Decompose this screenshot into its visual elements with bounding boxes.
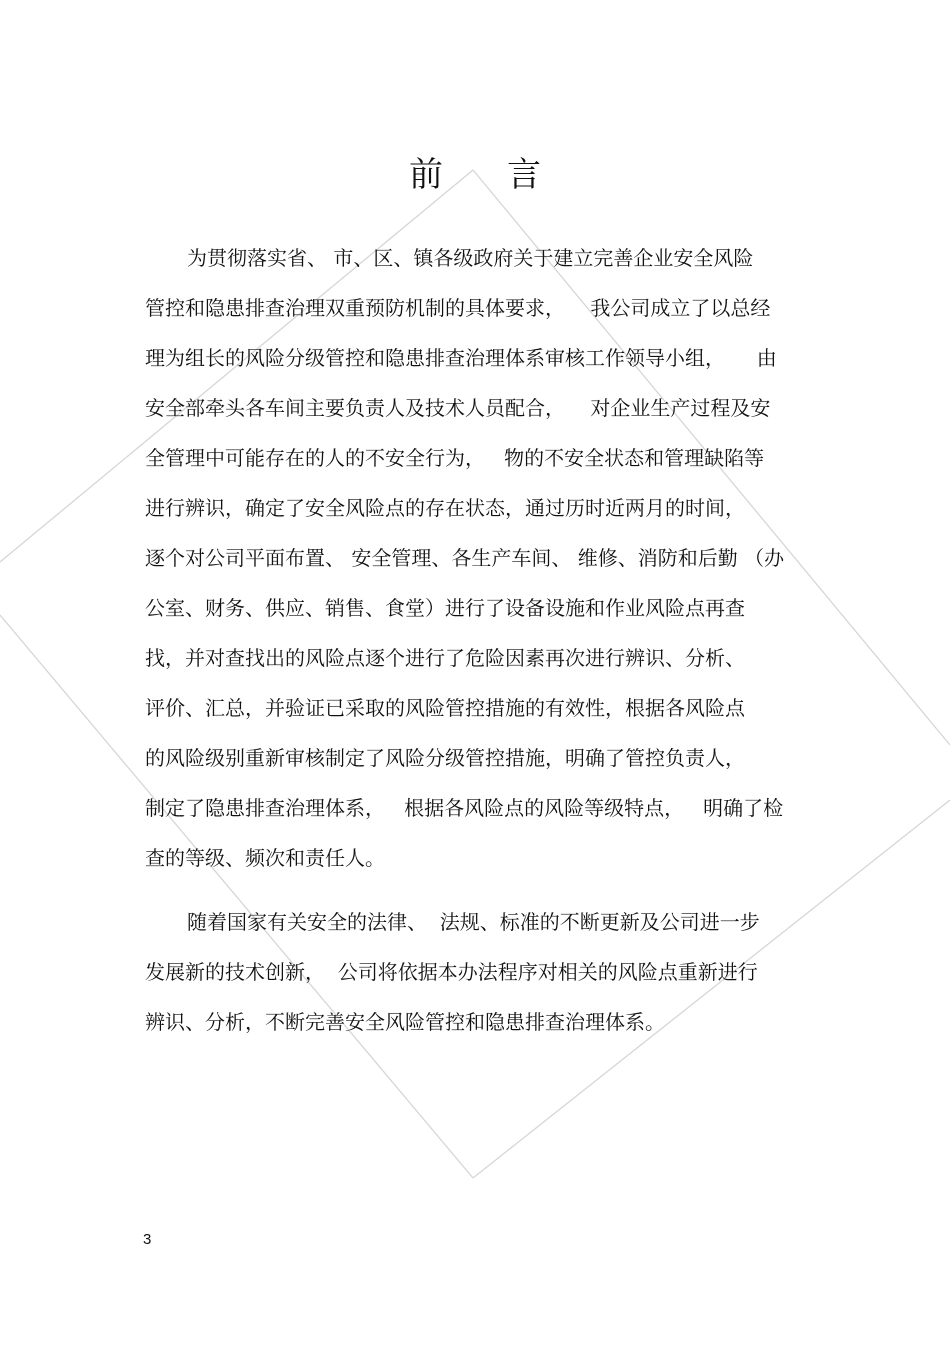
paragraph-1-line-13: 查的等级、频次和责任人。 xyxy=(145,846,385,870)
paragraph-1-line-3: 理为组长的风险分级管控和隐患排查治理体系审核工作领导小组， 由 xyxy=(145,346,777,370)
paragraph-1-line-11: 的风险级别重新审核制定了风险分级管控措施，明确了管控负责人， xyxy=(145,746,745,770)
paragraph-1-line-7: 逐个对公司平面布置、 安全管理、各生产车间、 维修、消防和后勤 （办 xyxy=(145,546,785,570)
paragraph-2-line-3: 辨识、分析，不断完善安全风险管控和隐患排查治理体系。 xyxy=(145,1010,665,1034)
page-number: 3 xyxy=(143,1231,152,1248)
page-title-char-2: 言 xyxy=(507,155,541,195)
paragraph-2-line-1: 随着国家有关安全的法律、 法规、标准的不断更新及公司进一步 xyxy=(187,910,760,934)
paragraph-1-line-9: 找，并对查找出的风险点逐个进行了危险因素再次进行辨识、分析、 xyxy=(145,646,745,670)
paragraph-1-line-4: 安全部牵头各车间主要负责人及技术人员配合， 对企业生产过程及安 xyxy=(145,396,771,420)
page-title-char-1: 前 xyxy=(409,155,443,195)
paragraph-1-line-8: 公室、财务、供应、销售、食堂）进行了设备设施和作业风险点再查 xyxy=(145,596,745,620)
paragraph-1-line-1: 为贯彻落实省、 市、区、镇各级政府关于建立完善企业安全风险 xyxy=(187,246,754,270)
paragraph-2-line-2: 发展新的技术创新， 公司将依据本办法程序对相关的风险点重新进行 xyxy=(145,960,758,984)
watermark-line-right-lower xyxy=(473,800,950,1178)
page-title xyxy=(0,150,950,200)
paragraph-1-line-10: 评价、汇总，并验证已采取的风险管控措施的有效性，根据各风险点 xyxy=(145,696,745,720)
paragraph-1-line-2: 管控和隐患排查治理双重预防机制的具体要求， 我公司成立了以总经 xyxy=(145,296,771,320)
paragraph-1-line-5: 全管理中可能存在的人的不安全行为， 物的不安全状态和管理缺陷等 xyxy=(145,446,765,470)
paragraph-1-line-6: 进行辨识，确定了安全风险点的存在状态，通过历时近两月的时间， xyxy=(145,496,745,520)
paragraph-1-line-12: 制定了隐患排查治理体系， 根据各风险点的风险等级特点， 明确了检 xyxy=(145,796,784,820)
